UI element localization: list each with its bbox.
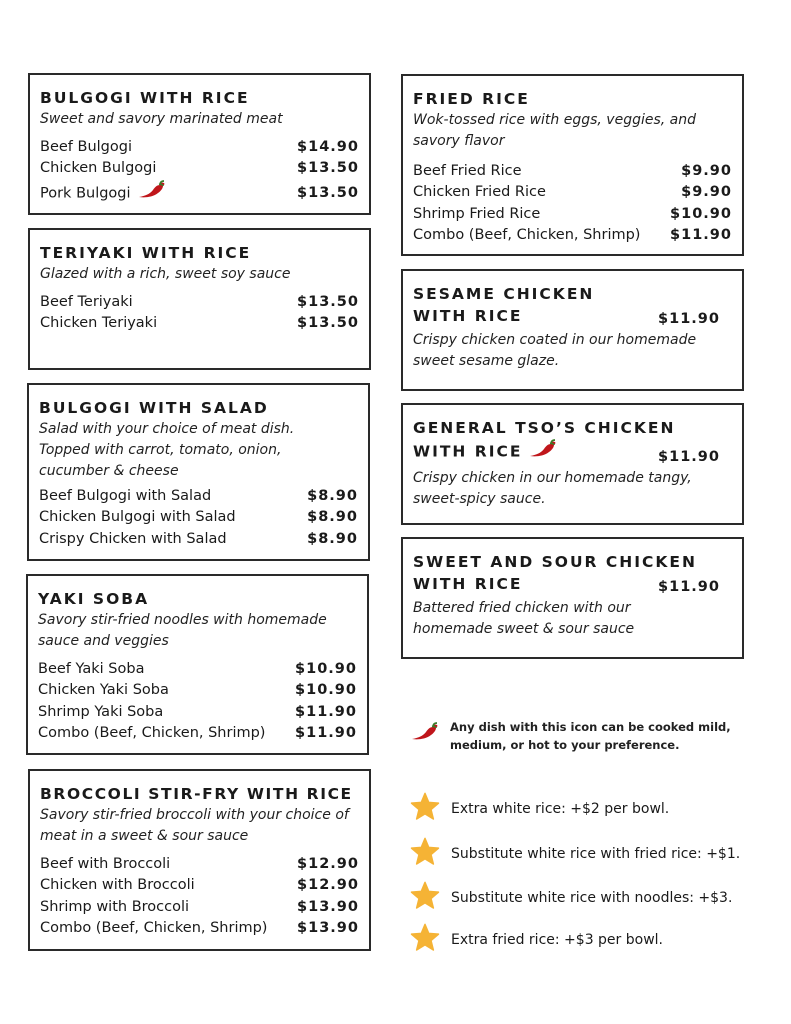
section-bulgogi-salad	[27, 383, 370, 561]
menu-item: Beef Bulgogi with Salad $8.90	[39, 488, 358, 504]
section-title: FRIED RICE	[413, 90, 530, 108]
star-icon	[410, 881, 440, 914]
section-teriyaki-rice	[28, 228, 371, 370]
menu-item: Shrimp with Broccoli $13.90	[40, 898, 359, 915]
section-title: BULGOGI WITH SALAD	[39, 399, 269, 417]
spicy-note	[410, 718, 740, 754]
section-title-line2: WITH RICE	[413, 439, 558, 465]
chili-pepper-icon	[137, 180, 167, 207]
section-general-tso-chicken	[401, 403, 744, 525]
section-description: Sweet and savory marinated meat	[40, 111, 283, 127]
menu-item: Chicken Bulgogi with Salad $8.90	[39, 509, 358, 526]
menu-item: Shrimp Yaki Soba $11.90	[38, 703, 357, 720]
section-bulgogi-rice	[28, 73, 371, 215]
section-price: $11.90	[658, 311, 720, 327]
spicy-note-text: Any dish with this icon can be cooked mild, medium, or hot to your preference.	[450, 720, 731, 752]
menu-item: Combo (Beef, Chicken, Shrimp) $13.90	[40, 920, 359, 937]
section-fried-rice	[401, 74, 744, 256]
section-description: Battered fried chicken with our homemade sweet & sour sauce	[413, 600, 635, 637]
menu-item: Chicken with Broccoli $12.90	[40, 877, 359, 894]
section-description: Wok-tossed rice with eggs, veggies, and savory flavor	[413, 112, 697, 149]
star-icon	[410, 792, 440, 825]
section-title: TERIYAKI WITH RICE	[40, 244, 252, 262]
extra-option: Substitute white rice with fried rice: +$1.	[410, 837, 740, 870]
section-title: BULGOGI WITH RICE	[40, 89, 250, 107]
chili-pepper-icon	[410, 722, 440, 746]
section-description: Crispy chicken in our homemade tangy, sweet-spicy sauce.	[413, 470, 692, 507]
menu-item: Beef Bulgogi $14.90	[40, 139, 359, 155]
chili-pepper-icon	[528, 439, 558, 465]
menu-item: Pork Bulgogi $13.50	[40, 180, 359, 207]
extra-option: Extra fried rice: +$3 per bowl.	[410, 923, 663, 956]
extra-option: Extra white rice: +$2 per bowl.	[410, 792, 669, 825]
menu-item: Crispy Chicken with Salad $8.90	[39, 530, 358, 547]
menu-item: Shrimp Fried Rice $10.90	[413, 205, 732, 222]
section-sweet-sour-chicken	[401, 537, 744, 659]
section-title-line1: SWEET AND SOUR CHICKEN	[413, 553, 697, 571]
section-description: Savory stir-fried noodles with homemade sauce and veggies	[38, 612, 327, 649]
menu-item: Chicken Bulgogi $13.50	[40, 160, 359, 177]
section-title: YAKI SOBA	[38, 590, 150, 608]
menu-item: Chicken Fried Rice $9.90	[413, 184, 732, 201]
section-description: Savory stir-fried broccoli with your choice of meat in a sweet & sour sauce	[40, 807, 349, 844]
section-description: Salad with your choice of meat dish. Topped with carrot, tomato, onion, cucumber & cheese	[39, 421, 295, 479]
section-title-line2: WITH RICE	[413, 307, 523, 325]
star-icon	[410, 837, 440, 870]
section-title-line1: SESAME CHICKEN	[413, 285, 595, 303]
star-icon	[410, 923, 440, 956]
menu-item: Combo (Beef, Chicken, Shrimp) $11.90	[38, 725, 357, 742]
section-description: Glazed with a rich, sweet soy sauce	[40, 266, 291, 282]
menu-item: Beef Fried Rice $9.90	[413, 163, 732, 179]
menu-item: Chicken Yaki Soba $10.90	[38, 682, 357, 699]
menu-item: Beef Yaki Soba $10.90	[38, 661, 357, 677]
menu-item: Chicken Teriyaki $13.50	[40, 315, 359, 332]
section-title-line2: WITH RICE	[413, 575, 523, 593]
section-price: $11.90	[658, 449, 720, 465]
menu-item: Combo (Beef, Chicken, Shrimp) $11.90	[413, 227, 732, 244]
section-title: BROCCOLI STIR-FRY WITH RICE	[40, 785, 353, 803]
extra-option: Substitute white rice with noodles: +$3.	[410, 881, 732, 914]
section-sesame-chicken	[401, 269, 744, 391]
section-broccoli-stir-fry	[28, 769, 371, 951]
section-yaki-soba	[26, 574, 369, 755]
section-price: $11.90	[658, 579, 720, 595]
section-description: Crispy chicken coated in our homemade sweet sesame glaze.	[413, 332, 697, 369]
menu-item: Beef with Broccoli $12.90	[40, 856, 359, 872]
section-title-line1: GENERAL TSO’S CHICKEN	[413, 419, 676, 437]
menu-item: Beef Teriyaki $13.50	[40, 294, 359, 310]
